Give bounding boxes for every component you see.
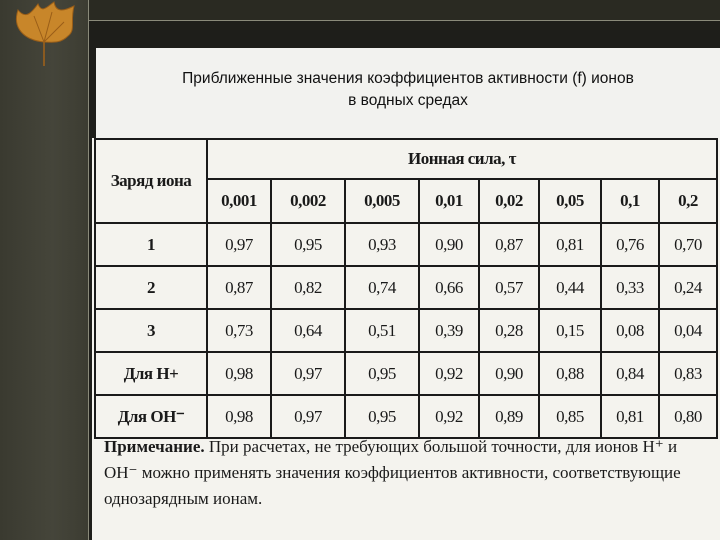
table-cell: 0,81: [601, 395, 659, 438]
activity-coefficients-table: [94, 138, 718, 439]
note-heading: Примечание.: [104, 437, 205, 456]
row-label: 1: [95, 223, 207, 266]
scanned-table-image: [92, 138, 720, 540]
table-cell: 0,51: [345, 309, 419, 352]
ionic-strength-col: 0,01: [419, 179, 479, 223]
autumn-leaf-icon: [4, 0, 84, 70]
row-label: 2: [95, 266, 207, 309]
title-panel: [96, 48, 720, 138]
table-cell: 0,88: [539, 352, 601, 395]
left-decor-strip: [0, 0, 88, 540]
title-line-1: Приближенные значения коэффициентов активности (f) ионов: [182, 70, 634, 87]
row-label: Для Н+: [95, 352, 207, 395]
table-cell: 0,70: [659, 223, 717, 266]
table-cell: 0,57: [479, 266, 539, 309]
table-cell: 0,95: [345, 352, 419, 395]
table-cell: 0,92: [419, 352, 479, 395]
row-label: Для ОН⁻: [95, 395, 207, 438]
table-cell: 0,81: [539, 223, 601, 266]
table-cell: 0,97: [271, 352, 345, 395]
table-cell: 0,87: [479, 223, 539, 266]
table-cell: 0,15: [539, 309, 601, 352]
ionic-strength-col: 0,2: [659, 179, 717, 223]
table-cell: 0,66: [419, 266, 479, 309]
header-ion-charge: Заряд иона: [95, 139, 207, 223]
table-cell: 0,95: [345, 395, 419, 438]
table-cell: 0,76: [601, 223, 659, 266]
table-cell: 0,64: [271, 309, 345, 352]
ionic-strength-col: 0,02: [479, 179, 539, 223]
table-cell: 0,74: [345, 266, 419, 309]
table-cell: 0,87: [207, 266, 271, 309]
table-cell: 0,83: [659, 352, 717, 395]
table-cell: 0,90: [419, 223, 479, 266]
title-line-2: в водных средах: [348, 92, 468, 109]
table-row: [95, 395, 717, 438]
ionic-strength-col: 0,05: [539, 179, 601, 223]
table-cell: 0,97: [207, 223, 271, 266]
table-cell: 0,80: [659, 395, 717, 438]
vertical-rule: [88, 0, 89, 540]
table-cell: 0,73: [207, 309, 271, 352]
table-cell: 0,39: [419, 309, 479, 352]
table-cell: 0,28: [479, 309, 539, 352]
table-row: [95, 223, 717, 266]
note-text: При расчетах, не требующих большой точности, для ионов Н⁺ и ОН⁻ можно применять значения коэффициентов активности, соответствующие однозарядным ионам.: [104, 437, 681, 508]
table-cell: 0,97: [271, 395, 345, 438]
table-cell: 0,24: [659, 266, 717, 309]
table-cell: 0,89: [479, 395, 539, 438]
table-cell: 0,84: [601, 352, 659, 395]
slide-title: [96, 68, 720, 112]
table-cell: 0,44: [539, 266, 601, 309]
table-row: [95, 352, 717, 395]
ionic-strength-col: 0,001: [207, 179, 271, 223]
row-label: 3: [95, 309, 207, 352]
table-cell: 0,92: [419, 395, 479, 438]
table-cell: 0,04: [659, 309, 717, 352]
table-cell: 0,08: [601, 309, 659, 352]
table-cell: 0,33: [601, 266, 659, 309]
table-row: [95, 309, 717, 352]
table-cell: 0,98: [207, 395, 271, 438]
table-cell: 0,93: [345, 223, 419, 266]
table-cell: 0,95: [271, 223, 345, 266]
ionic-strength-col: 0,005: [345, 179, 419, 223]
header-ionic-strength: Ионная сила, τ: [207, 139, 717, 179]
table-cell: 0,82: [271, 266, 345, 309]
table-cell: 0,85: [539, 395, 601, 438]
ionic-strength-col: 0,1: [601, 179, 659, 223]
table-cell: 0,98: [207, 352, 271, 395]
horizontal-rule: [88, 20, 720, 21]
table-row: [95, 266, 717, 309]
ionic-strength-col: 0,002: [271, 179, 345, 223]
table-cell: 0,90: [479, 352, 539, 395]
table-note: [104, 434, 714, 512]
